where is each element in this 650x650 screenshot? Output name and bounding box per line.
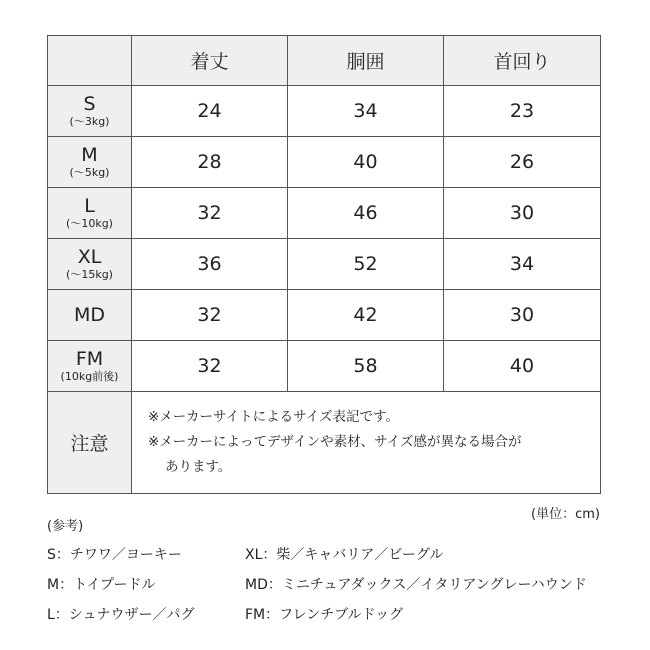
size-name: XL [77, 246, 102, 268]
table-cell: 24 [132, 86, 288, 137]
list-item [47, 544, 607, 574]
table-cell: 28 [132, 137, 288, 188]
unit-note: (単位：cm) [531, 507, 600, 522]
header-blank-cell [48, 36, 132, 86]
table-header-row [48, 36, 601, 86]
table-cell: 26 [444, 137, 601, 188]
header-neck: 首回り [444, 36, 601, 86]
table-cell: 58 [288, 341, 444, 392]
table-cell: 40 [288, 137, 444, 188]
reference-left: M：トイプードル [47, 577, 156, 593]
note-label: 注意 [48, 392, 132, 494]
table-cell: 34 [444, 239, 601, 290]
header-chest: 胴囲 [288, 36, 444, 86]
table-row [48, 137, 601, 188]
note-line: あります。 [165, 459, 232, 475]
reference-right: FM：フレンチブルドッグ [245, 607, 404, 623]
note-line: ※メーカーサイトによるサイズ表記です。 [148, 409, 399, 425]
reference-left: S：チワワ／ヨーキー [47, 547, 182, 563]
table-cell: 46 [288, 188, 444, 239]
table-row [48, 188, 601, 239]
table-cell: 42 [288, 290, 444, 341]
reference-right: MD：ミニチュアダックス／イタリアングレーハウンド [245, 577, 587, 593]
table-row [48, 341, 601, 392]
size-name: FM [75, 348, 104, 370]
size-label-s [48, 86, 132, 137]
size-name: L [84, 195, 95, 217]
table-row [48, 86, 601, 137]
size-name: S [83, 93, 96, 115]
reference-list [47, 544, 607, 634]
size-label-m [48, 137, 132, 188]
reference-title: (参考) [47, 519, 84, 534]
size-weight: (〜15kg) [66, 268, 113, 281]
table-row [48, 290, 601, 341]
table-cell: 32 [132, 290, 288, 341]
table-row [48, 239, 601, 290]
note-body [132, 392, 601, 494]
size-name: M [81, 144, 98, 166]
table-cell: 30 [444, 188, 601, 239]
table-cell: 32 [132, 341, 288, 392]
table-cell: 23 [444, 86, 601, 137]
size-chart-table [47, 35, 601, 494]
list-item [47, 574, 607, 604]
table-cell: 32 [132, 188, 288, 239]
note-row [48, 392, 601, 494]
table-cell: 40 [444, 341, 601, 392]
size-label-md [48, 290, 132, 341]
table-cell: 36 [132, 239, 288, 290]
reference-left: L：シュナウザー／パグ [47, 607, 195, 623]
reference-right: XL：柴／キャバリア／ビーグル [245, 547, 444, 563]
table-cell: 34 [288, 86, 444, 137]
note-line: ※メーカーによってデザインや素材、サイズ感が異なる場合が [148, 434, 522, 450]
size-label-xl [48, 239, 132, 290]
size-weight: (〜5kg) [69, 166, 110, 179]
table-cell: 52 [288, 239, 444, 290]
size-weight: (〜10kg) [66, 217, 113, 230]
header-length: 着丈 [132, 36, 288, 86]
size-weight: (〜3kg) [69, 115, 110, 128]
size-label-l [48, 188, 132, 239]
list-item [47, 604, 607, 634]
size-weight: (10kg前後) [60, 370, 119, 383]
size-name: MD [73, 304, 106, 326]
table-cell: 30 [444, 290, 601, 341]
size-label-fm [48, 341, 132, 392]
